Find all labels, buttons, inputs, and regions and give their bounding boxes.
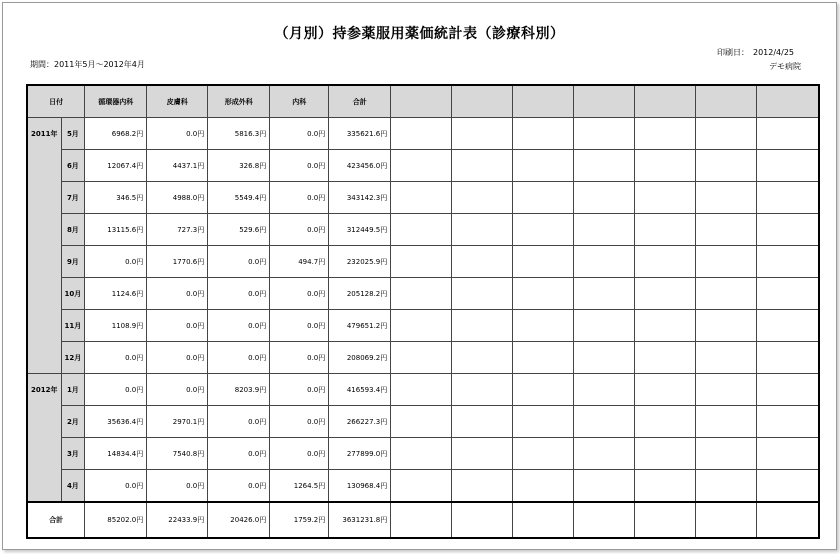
month-cell: 4月: [61, 470, 85, 503]
month-cell: 8月: [61, 214, 85, 246]
empty-cell: [635, 182, 696, 214]
value-cell: 0.0円: [147, 374, 208, 406]
empty-cell: [757, 374, 819, 406]
empty-cell: [757, 214, 819, 246]
month-cell: 3月: [61, 438, 85, 470]
year-cell: 2011年: [27, 118, 61, 374]
header-empty: [757, 85, 819, 118]
empty-cell: [696, 374, 757, 406]
value-cell: 0.0円: [208, 246, 270, 278]
value-cell: 0.0円: [85, 374, 147, 406]
value-cell: 312449.5円: [329, 214, 391, 246]
value-cell: 232025.9円: [329, 246, 391, 278]
value-cell: 0.0円: [270, 214, 329, 246]
value-cell: 416593.4円: [329, 374, 391, 406]
empty-cell: [574, 470, 635, 503]
empty-cell: [635, 342, 696, 374]
empty-cell: [574, 214, 635, 246]
header-empty: [452, 85, 513, 118]
empty-cell: [757, 182, 819, 214]
value-cell: 0.0円: [270, 310, 329, 342]
table-row: [27, 310, 819, 342]
empty-cell: [696, 150, 757, 182]
header-empty: [635, 85, 696, 118]
value-cell: 335621.6円: [329, 118, 391, 150]
empty-cell: [757, 470, 819, 503]
report-period: 期間：2011年5月～2012年4月: [30, 60, 145, 69]
month-cell: 7月: [61, 182, 85, 214]
value-cell: 0.0円: [270, 342, 329, 374]
empty-cell: [757, 310, 819, 342]
empty-cell: [452, 150, 513, 182]
empty-cell: [513, 438, 574, 470]
value-cell: 0.0円: [270, 278, 329, 310]
empty-cell: [757, 342, 819, 374]
value-cell: 0.0円: [270, 438, 329, 470]
value-cell: 1770.6円: [147, 246, 208, 278]
empty-cell: [391, 150, 452, 182]
empty-cell: [696, 342, 757, 374]
table-row: [27, 246, 819, 278]
total-value-cell: 3631231.8円: [329, 502, 391, 538]
empty-cell: [513, 118, 574, 150]
total-label: 合計: [27, 502, 85, 538]
value-cell: 14834.4円: [85, 438, 147, 470]
month-cell: 5月: [61, 118, 85, 150]
value-cell: 479651.2円: [329, 310, 391, 342]
empty-cell: [391, 438, 452, 470]
value-cell: 0.0円: [208, 438, 270, 470]
value-cell: 6968.2円: [85, 118, 147, 150]
empty-cell: [696, 406, 757, 438]
empty-cell: [391, 118, 452, 150]
empty-cell: [452, 470, 513, 503]
month-cell: 12月: [61, 342, 85, 374]
month-cell: 1月: [61, 374, 85, 406]
empty-cell: [696, 278, 757, 310]
value-cell: 423456.0円: [329, 150, 391, 182]
value-cell: 0.0円: [270, 374, 329, 406]
value-cell: 205128.2円: [329, 278, 391, 310]
value-cell: 0.0円: [270, 182, 329, 214]
empty-cell: [391, 342, 452, 374]
value-cell: 346.5円: [85, 182, 147, 214]
statistics-table: [26, 84, 820, 539]
header-col: 皮膚科: [147, 85, 208, 118]
value-cell: 0.0円: [208, 470, 270, 503]
value-cell: 0.0円: [147, 278, 208, 310]
empty-cell: [452, 182, 513, 214]
value-cell: 1264.5円: [270, 470, 329, 503]
empty-cell: [696, 470, 757, 503]
value-cell: 0.0円: [208, 406, 270, 438]
value-cell: 1108.9円: [85, 310, 147, 342]
month-cell: 2月: [61, 406, 85, 438]
empty-cell: [391, 310, 452, 342]
empty-cell: [635, 406, 696, 438]
month-cell: 6月: [61, 150, 85, 182]
empty-cell: [452, 278, 513, 310]
hospital-name: デモ病院: [769, 62, 801, 71]
total-value-cell: 1759.2円: [270, 502, 329, 538]
empty-cell: [635, 502, 696, 538]
value-cell: 12067.4円: [85, 150, 147, 182]
empty-cell: [452, 342, 513, 374]
empty-cell: [391, 470, 452, 503]
empty-cell: [574, 310, 635, 342]
header-col: 内科: [270, 85, 329, 118]
empty-cell: [391, 278, 452, 310]
empty-cell: [452, 406, 513, 438]
value-cell: 208069.2円: [329, 342, 391, 374]
empty-cell: [635, 246, 696, 278]
table-row: [27, 342, 819, 374]
value-cell: 5816.3円: [208, 118, 270, 150]
value-cell: 0.0円: [85, 342, 147, 374]
empty-cell: [452, 310, 513, 342]
empty-cell: [513, 406, 574, 438]
empty-cell: [696, 118, 757, 150]
empty-cell: [574, 406, 635, 438]
empty-cell: [696, 246, 757, 278]
table-row: [27, 374, 819, 406]
empty-cell: [513, 182, 574, 214]
total-value-cell: 85202.0円: [85, 502, 147, 538]
empty-cell: [757, 246, 819, 278]
empty-cell: [757, 150, 819, 182]
value-cell: 277899.0円: [329, 438, 391, 470]
empty-cell: [635, 118, 696, 150]
value-cell: 4437.1円: [147, 150, 208, 182]
header-empty: [574, 85, 635, 118]
table-row: [27, 214, 819, 246]
empty-cell: [391, 406, 452, 438]
header-empty: [391, 85, 452, 118]
header-date: 日付: [27, 85, 85, 118]
empty-cell: [513, 150, 574, 182]
empty-cell: [452, 374, 513, 406]
value-cell: 5549.4円: [208, 182, 270, 214]
empty-cell: [513, 278, 574, 310]
value-cell: 0.0円: [208, 342, 270, 374]
empty-cell: [635, 150, 696, 182]
value-cell: 343142.3円: [329, 182, 391, 214]
total-value-cell: 22433.9円: [147, 502, 208, 538]
empty-cell: [696, 502, 757, 538]
empty-cell: [574, 246, 635, 278]
value-cell: 0.0円: [270, 406, 329, 438]
empty-cell: [513, 342, 574, 374]
value-cell: 0.0円: [85, 246, 147, 278]
value-cell: 7540.8円: [147, 438, 208, 470]
empty-cell: [696, 214, 757, 246]
empty-cell: [574, 182, 635, 214]
value-cell: 529.6円: [208, 214, 270, 246]
value-cell: 326.8円: [208, 150, 270, 182]
empty-cell: [513, 502, 574, 538]
value-cell: 130968.4円: [329, 470, 391, 503]
table-header-row: [27, 85, 819, 118]
empty-cell: [574, 118, 635, 150]
value-cell: 4988.0円: [147, 182, 208, 214]
table-row: [27, 118, 819, 150]
empty-cell: [574, 150, 635, 182]
empty-cell: [635, 438, 696, 470]
empty-cell: [391, 502, 452, 538]
month-cell: 10月: [61, 278, 85, 310]
value-cell: 0.0円: [208, 278, 270, 310]
empty-cell: [635, 470, 696, 503]
empty-cell: [513, 214, 574, 246]
empty-cell: [452, 118, 513, 150]
report-title: （月別）持参薬服用薬価統計表（診療科別）: [274, 26, 565, 42]
value-cell: 0.0円: [147, 342, 208, 374]
table-row: [27, 470, 819, 503]
empty-cell: [574, 278, 635, 310]
print-date: 印刷日： 2012/4/25: [717, 48, 795, 57]
empty-cell: [574, 502, 635, 538]
empty-cell: [696, 182, 757, 214]
empty-cell: [635, 214, 696, 246]
value-cell: 13115.6円: [85, 214, 147, 246]
month-cell: 11月: [61, 310, 85, 342]
value-cell: 35636.4円: [85, 406, 147, 438]
empty-cell: [757, 406, 819, 438]
empty-cell: [574, 374, 635, 406]
table-row: [27, 438, 819, 470]
empty-cell: [452, 438, 513, 470]
empty-cell: [513, 374, 574, 406]
report-page: [2, 2, 837, 550]
empty-cell: [757, 118, 819, 150]
value-cell: 8203.9円: [208, 374, 270, 406]
empty-cell: [635, 278, 696, 310]
empty-cell: [391, 246, 452, 278]
empty-cell: [757, 278, 819, 310]
total-value-cell: 20426.0円: [208, 502, 270, 538]
value-cell: 727.3円: [147, 214, 208, 246]
empty-cell: [513, 470, 574, 503]
header-empty: [696, 85, 757, 118]
year-cell: 2012年: [27, 374, 61, 503]
value-cell: 1124.6円: [85, 278, 147, 310]
table-row: [27, 182, 819, 214]
empty-cell: [452, 214, 513, 246]
value-cell: 0.0円: [270, 150, 329, 182]
empty-cell: [635, 310, 696, 342]
empty-cell: [757, 502, 819, 538]
header-empty: [513, 85, 574, 118]
empty-cell: [635, 374, 696, 406]
value-cell: 0.0円: [85, 470, 147, 503]
header-col: 循環器内科: [85, 85, 147, 118]
empty-cell: [391, 182, 452, 214]
empty-cell: [696, 438, 757, 470]
value-cell: 0.0円: [208, 310, 270, 342]
value-cell: 0.0円: [147, 310, 208, 342]
empty-cell: [513, 310, 574, 342]
empty-cell: [696, 310, 757, 342]
value-cell: 2970.1円: [147, 406, 208, 438]
value-cell: 0.0円: [270, 118, 329, 150]
total-row: [27, 502, 819, 538]
value-cell: 266227.3円: [329, 406, 391, 438]
empty-cell: [452, 246, 513, 278]
table-row: [27, 406, 819, 438]
empty-cell: [757, 438, 819, 470]
table-row: [27, 150, 819, 182]
empty-cell: [391, 374, 452, 406]
month-cell: 9月: [61, 246, 85, 278]
value-cell: 0.0円: [147, 118, 208, 150]
header-col: 形成外科: [208, 85, 270, 118]
table-row: [27, 278, 819, 310]
empty-cell: [391, 214, 452, 246]
empty-cell: [452, 502, 513, 538]
value-cell: 0.0円: [147, 470, 208, 503]
empty-cell: [574, 438, 635, 470]
empty-cell: [513, 246, 574, 278]
value-cell: 494.7円: [270, 246, 329, 278]
empty-cell: [574, 342, 635, 374]
header-col: 合計: [329, 85, 391, 118]
